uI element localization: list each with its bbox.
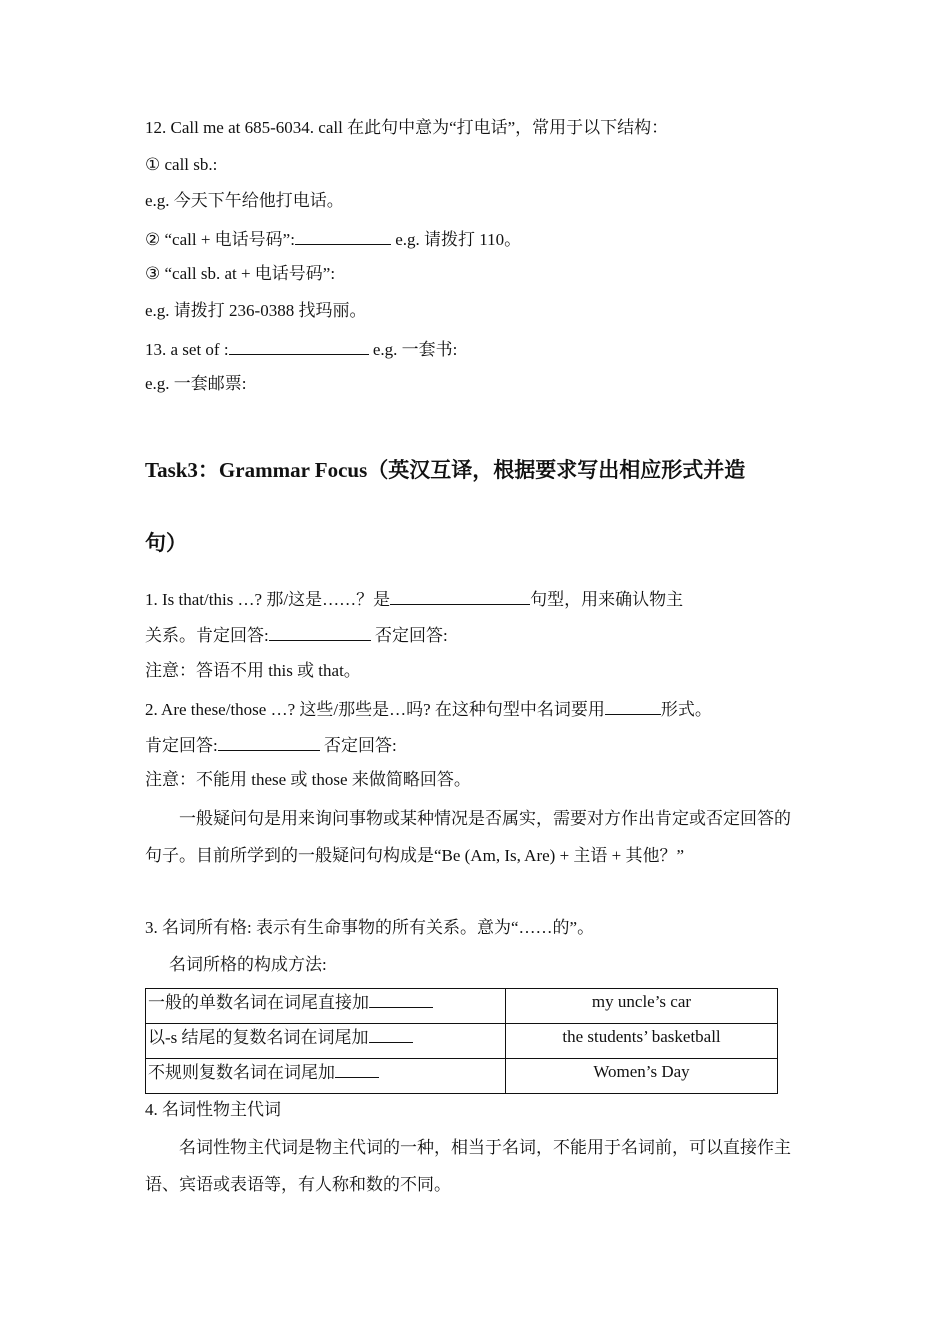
table-cell-rule: 一般的单数名词在词尾直接加 xyxy=(146,989,506,1024)
g1-line1 xyxy=(145,586,683,612)
answer-blank[interactable] xyxy=(295,226,391,245)
answer-blank[interactable] xyxy=(229,336,369,355)
g2-line2 xyxy=(145,732,397,758)
g2-line1-rest: 形式。 xyxy=(660,700,712,719)
item13-line1-example: e.g. 一套书: xyxy=(368,340,458,359)
item12-line2: ① call sb.: xyxy=(145,155,218,174)
item13-line1 xyxy=(145,336,457,362)
item13-line1-text: 13. a set of : xyxy=(145,340,229,359)
table-cell-rule: 以-s 结尾的复数名词在词尾加 xyxy=(146,1024,506,1059)
g1-line1-rest: 句型，用来确认物主 xyxy=(530,590,684,609)
item12-line4 xyxy=(145,226,521,252)
answer-blank[interactable] xyxy=(218,732,320,751)
g1-line1-text: 1. Is that/this …? 那/这是……？是 xyxy=(145,590,391,609)
table-row xyxy=(146,1059,778,1094)
g2-line3: 注意：不能用 these 或 those 来做简略回答。 xyxy=(145,770,471,789)
g3-line2: 名词所格的构成方法: xyxy=(169,955,327,974)
g2-paragraph: 一般疑问句是用来询问事物或某种情况是否属实，需要对方作出肯定或否定回答的句子。目前所学到的一般疑问句构成是“Be (Am, Is, Are) + 主语 + 其他？” xyxy=(145,809,791,865)
table-cell-rule: 不规则复数名词在词尾加 xyxy=(146,1059,506,1094)
g1-line2 xyxy=(145,622,448,648)
g1-affirmative-label: 关系。肯定回答: xyxy=(145,626,269,645)
g4-paragraph: 名词性物主代词是物主代词的一种，相当于名词，不能用于名词前，可以直接作主语、宾语或表语等，有人称和数的不同。 xyxy=(145,1138,791,1194)
task3-heading-line2: 句） xyxy=(145,531,187,555)
g2-negative-label: 否定回答: xyxy=(319,736,397,755)
answer-blank[interactable] xyxy=(269,622,371,641)
possessive-table xyxy=(145,988,778,1094)
item12-line4-text: ② “call + 电话号码”: xyxy=(145,230,295,249)
table-cell-example: my uncle’s car xyxy=(506,989,778,1024)
item12-line1: 12. Call me at 685-6034. call 在此句中意为“打电话”，常用于以下结构： xyxy=(145,118,669,137)
answer-blank[interactable] xyxy=(369,989,433,1008)
answer-blank[interactable] xyxy=(369,1024,413,1043)
answer-blank[interactable] xyxy=(390,586,530,605)
table-row xyxy=(146,1024,778,1059)
g2-line1 xyxy=(145,696,712,722)
g2-affirmative-label: 肯定回答: xyxy=(145,736,218,755)
task3-heading-line1: Task3：Grammar Focus（英汉互译，根据要求写出相应形式并造 xyxy=(145,458,746,482)
item12-line6: e.g. 请拨打 236-0388 找玛丽。 xyxy=(145,301,367,320)
table-row xyxy=(146,989,778,1024)
item12-line4-example: e.g. 请拨打 110。 xyxy=(390,230,522,249)
table-cell-example: the students’ basketball xyxy=(506,1024,778,1059)
answer-blank[interactable] xyxy=(605,696,661,715)
g4-line1: 4. 名词性物主代词 xyxy=(145,1100,281,1119)
g1-line3: 注意：答语不用 this 或 that。 xyxy=(145,661,361,680)
item12-line5: ③ “call sb. at + 电话号码”: xyxy=(145,264,336,283)
g2-line1-text: 2. Are these/those …? 这些/那些是…吗? 在这种句型中名词要用 xyxy=(145,700,605,719)
table-cell-example: Women’s Day xyxy=(506,1059,778,1094)
g3-line1: 3. 名词所有格: 表示有生命事物的所有关系。意为“……的”。 xyxy=(145,918,595,937)
item12-line3: e.g. 今天下午给他打电话。 xyxy=(145,191,344,210)
g1-negative-label: 否定回答: xyxy=(370,626,448,645)
answer-blank[interactable] xyxy=(335,1059,379,1078)
item13-line2: e.g. 一套邮票: xyxy=(145,374,247,393)
